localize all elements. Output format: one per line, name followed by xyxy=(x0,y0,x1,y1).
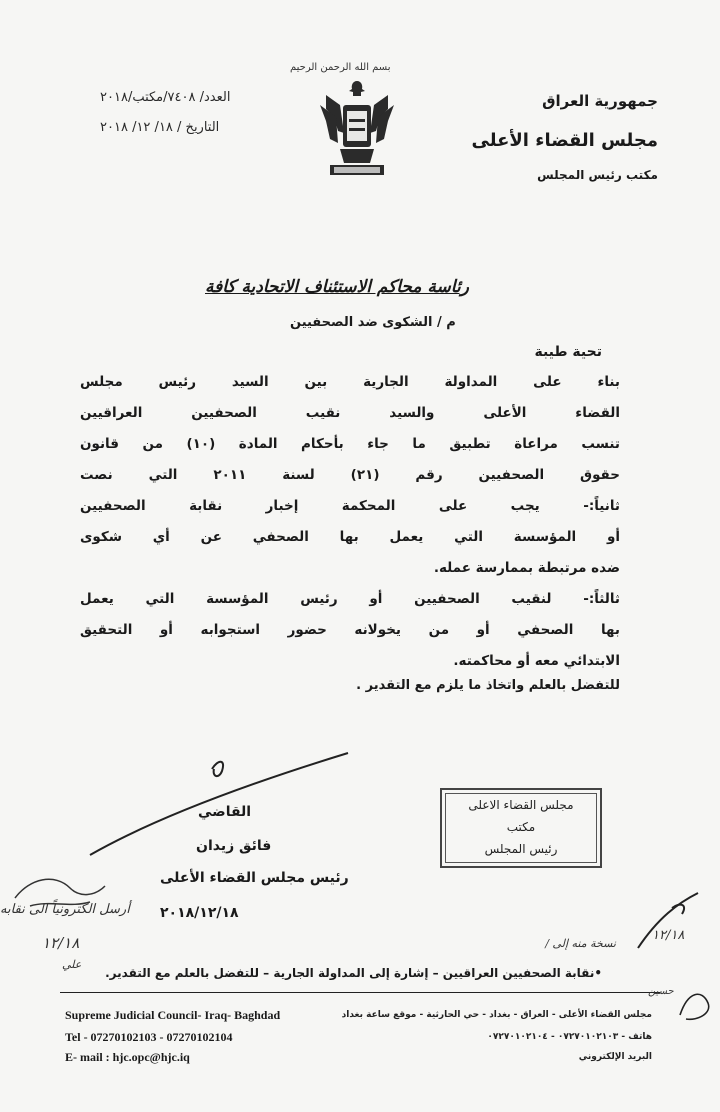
signatory-name: فائق زيدان xyxy=(196,838,272,854)
stamp-line: مجلس القضاء الاعلى xyxy=(468,798,574,812)
body-line: ثالثاً:- لنقيب الصحفيين أو رئيس المؤسسة التي يعمل xyxy=(80,591,620,607)
handwritten-mark-date: ١٢/١٨ xyxy=(652,928,685,943)
handwritten-name: علي xyxy=(62,958,82,971)
copy-to-line: •نقابة الصحفيين العراقيين – إشارة إلى المداولة الجارية – للتفضل بالعلم مع التقدير. xyxy=(105,966,602,980)
office-name: مكتب رئيس المجلس xyxy=(537,168,658,182)
basmala: بسم الله الرحمن الرحيم xyxy=(290,62,391,73)
body-line: ضده مرتبطة بممارسة عمله. xyxy=(433,560,620,576)
footer-arabic-email: البريد الإلكتروني xyxy=(578,1052,652,1062)
country-name: جمهورية العراق xyxy=(542,92,658,110)
stamp-line: مكتب xyxy=(506,820,536,834)
body-line: حقوق الصحفيين رقم (٢١) لسنة ٢٠١١ التي نصت xyxy=(80,467,621,483)
body-line: القضاء الأعلى والسيد نقيب الصحفيين العراقيين xyxy=(80,405,620,421)
footer-arabic-address: مجلس القضاء الأعلى - العراق - بغداد - حي الحارثية - موقع ساعة بغداد xyxy=(341,1010,652,1020)
footer-divider xyxy=(60,992,660,993)
iraq-eagle-emblem xyxy=(318,75,396,181)
council-name: مجلس القضاء الأعلى xyxy=(471,130,658,151)
body-line: تنسب مراعاة تطبيق ما جاء بأحكام المادة (١٠) من قانون xyxy=(80,436,620,452)
handwritten-note: أرسل الكترونياً الى نقابه xyxy=(0,902,130,917)
copy-to-text: نقابة الصحفيين العراقيين – إشارة إلى المداولة الجارية – للتفضل بالعلم مع التقدير. xyxy=(105,966,595,980)
copy-to-header: نسخة منه إلى / xyxy=(545,937,616,950)
greeting: تحية طيبة xyxy=(534,344,602,360)
handwritten-signature xyxy=(676,985,716,1029)
signature-date: ٢٠١٨/١٢/١٨ xyxy=(160,905,239,921)
footer-english-tel: Tel - 07270102103 - 07270102104 xyxy=(65,1030,233,1044)
handwritten-mark xyxy=(628,888,708,958)
footer-arabic-tel: هاتف - ٠٧٢٧٠١٠٢١٠٣ - ٠٧٢٧٠١٠٢١٠٤ xyxy=(487,1032,652,1042)
body-line: بناء على المداولة الجارية بين السيد رئيس مجلس xyxy=(80,374,620,390)
office-stamp xyxy=(440,788,602,868)
footer-english-name: Supreme Judicial Council- Iraq- Baghdad xyxy=(65,1008,281,1022)
subject-line: م / الشكوى ضد الصحفيين xyxy=(290,315,456,330)
body-line: ثانياً:- يجب على المحكمة إخبار نقابة الصحفيين xyxy=(80,498,620,514)
letter-date: التاريخ / ١٨/ ١٢/ ٢٠١٨ xyxy=(100,120,220,135)
handwritten-initial: حسين xyxy=(648,986,674,997)
closing-line: للتفضل بالعلم واتخاذ ما يلزم مع التقدير . xyxy=(356,678,620,693)
body-line: الابتدائي معه أو محاكمته. xyxy=(453,653,620,669)
body-line: بها الصحفي أو من يخولانه حضور استجوابه أو التحقيق xyxy=(80,622,620,638)
footer-english-email: E- mail : hjc.opc@hjc.iq xyxy=(65,1050,190,1064)
addressee: رئاسة محاكم الاستئناف الاتحادية كافة xyxy=(205,277,469,297)
handwritten-date: ١٢/١٨ xyxy=(42,934,80,952)
stamp-line: رئيس المجلس xyxy=(484,842,558,856)
body-line: أو المؤسسة التي يعمل بها الصحفي عن أي شكوى xyxy=(80,529,620,545)
reference-number: العدد/ ٧٤٠٨/مكتب/٢٠١٨ xyxy=(100,90,231,105)
signatory-position: رئيس مجلس القضاء الأعلى xyxy=(160,870,349,886)
signatory-title: القاضي xyxy=(198,804,252,820)
